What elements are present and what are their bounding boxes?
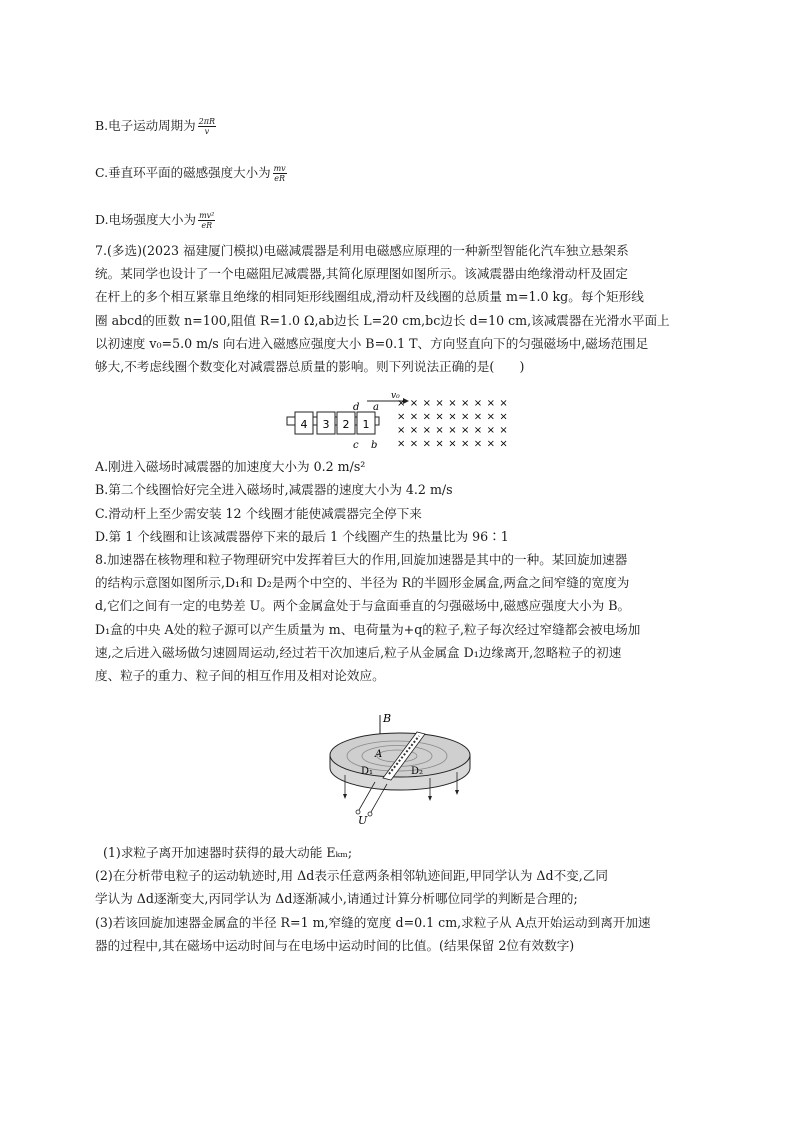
coil-3-label: 3 — [322, 418, 330, 431]
field-cross: × — [448, 398, 457, 409]
q7-line-3: 在杆上的多个相互紧靠且绝缘的相同矩形线圈组成,滑动杆及线圈的总质量 m=1.0 kg。每个矩形线 — [95, 289, 644, 304]
option-b — [95, 117, 216, 136]
field-cross: × — [397, 425, 406, 436]
field-arrowhead-2 — [428, 796, 432, 801]
option-c-fraction — [273, 164, 287, 183]
option-c-denominator: eR — [274, 174, 286, 183]
field-cross: × — [486, 425, 495, 436]
field-cross: × — [473, 425, 483, 436]
field-cross: × — [448, 411, 457, 423]
field-cross: × — [422, 425, 431, 436]
label-d: d — [353, 402, 360, 413]
label-D2: D₂ — [411, 766, 424, 777]
option-d-fraction — [198, 211, 215, 230]
option-b-text: B.电子运动周期为 — [95, 118, 196, 133]
coil-1 — [357, 412, 375, 434]
q8-line-2: 的结构示意图如图所示,D₁和 D₂是两个中空的、半径为 R的半圆形金属盒,两盒之间窄缝的宽度为 — [95, 575, 630, 590]
q7-line-1: 7.(多选)(2023 福建厦门模拟)电磁减震器是利用电磁感应原理的一种新型智能化汽车独立悬架系 — [95, 243, 629, 258]
field-cross: × — [409, 438, 419, 450]
q7-damper-figure — [285, 392, 515, 452]
field-arrowhead-1 — [343, 794, 347, 799]
field-cross: × — [409, 398, 419, 409]
field-cross: × — [461, 398, 470, 409]
coil-1-label: 1 — [362, 418, 370, 431]
field-cross: × — [448, 425, 457, 436]
label-U: U — [358, 814, 368, 825]
field-cross: × — [397, 411, 406, 423]
field-cross: × — [422, 398, 431, 409]
coil-4 — [295, 412, 313, 434]
field-cross: × — [435, 411, 444, 423]
label-A: A — [375, 749, 383, 760]
field-cross: × — [473, 438, 483, 450]
field-cross: × — [397, 398, 406, 409]
field-cross: × — [435, 425, 444, 436]
label-b: b — [371, 440, 378, 451]
field-cross: × — [422, 411, 431, 423]
field-cross: × — [422, 438, 431, 450]
field-cross: × — [461, 425, 470, 436]
field-cross: × — [499, 425, 508, 436]
q8-sub-3b: 器的过程中,其在磁场中运动时间与在电场中运动时间的比值。(结果保留 2位有效数字) — [95, 938, 575, 953]
coil-2 — [337, 412, 355, 434]
q7-option-c: C.滑动杆上至少需安装 12 个线圈才能使减震器完全停下来 — [95, 506, 422, 521]
field-cross: × — [461, 411, 470, 423]
field-cross: × — [473, 411, 483, 423]
option-d — [95, 211, 215, 230]
label-D1: D₁ — [361, 766, 374, 777]
q7-line-5: 以初速度 v₀=5.0 m/s 向右进入磁感应强度大小 B=0.1 T、方向竖直向下的匀强磁场中,磁场范围足 — [95, 336, 649, 351]
field-cross: × — [499, 438, 508, 450]
q8-line-1: 8.加速器在核物理和粒子物理研究中发挥着巨大的作用,回旋加速器是其中的一种。某回旋加速器 — [95, 552, 628, 567]
q7-line-6: 够大,不考虑线圈个数变化对减震器总质量的影响。则下列说法正确的是( ) — [95, 359, 525, 374]
field-cross: × — [461, 438, 470, 450]
coil-2-label: 2 — [342, 418, 350, 431]
label-c: c — [353, 440, 359, 451]
q8-line-4: D₁盒的中央 A处的粒子源可以产生质量为 m、电荷量为+q的粒子,粒子每次经过窄缝都会被电场加 — [95, 622, 641, 637]
q8-cyclotron-figure — [325, 710, 475, 825]
option-d-numerator: mv² — [199, 211, 215, 220]
option-c-numerator: mv — [273, 164, 286, 173]
q8-sub-2b: 学认为 Δd逐渐变大,丙同学认为 Δd逐渐减小,请通过计算分析哪位同学的判断是合理的; — [95, 891, 578, 906]
option-b-fraction — [198, 117, 216, 136]
q8-line-5: 速,之后进入磁场做匀速圆周运动,经过若干次加速后,粒子从金属盒 D₁边缘离开,忽略粒子的初速 — [95, 645, 622, 660]
label-v0: v₀ — [391, 392, 400, 401]
label-B: B — [383, 712, 392, 725]
q7-line-2: 统。某同学也设计了一个电磁阻尼减震器,其简化原理图如图所示。该减震器由绝缘滑动杆及固定 — [95, 266, 628, 281]
field-cross: × — [473, 398, 483, 409]
option-c-text: C.垂直环平面的磁感强度大小为 — [95, 165, 271, 180]
field-cross: × — [409, 411, 419, 423]
coil-3 — [317, 412, 335, 434]
option-c — [95, 164, 287, 183]
field-cross: × — [499, 398, 508, 409]
q8-sub-2a: (2)在分析带电粒子的运动轨迹时,用 Δd表示任意两条相邻轨迹间距,甲同学认为 Δd不变,乙同 — [95, 868, 608, 883]
field-cross: × — [435, 438, 444, 450]
q7-option-d: D.第 1 个线圈和让该减震器停下来的最后 1 个线圈产生的热量比为 96∶1 — [95, 529, 509, 544]
field-cross: × — [409, 425, 419, 436]
field-cross: × — [486, 398, 495, 409]
field-cross: × — [499, 411, 508, 423]
option-b-numerator: 2πR — [198, 117, 216, 126]
q7-option-b: B.第二个线圈恰好完全进入磁场时,减震器的速度大小为 4.2 m/s — [95, 482, 453, 497]
terminal-2 — [368, 812, 372, 816]
coil-4-label: 4 — [300, 418, 308, 431]
q8-sub-1: (1)求粒子离开加速器时获得的最大动能 Eₖₘ; — [103, 845, 353, 860]
option-d-denominator: eR — [201, 221, 213, 230]
field-arrowhead-3 — [455, 790, 459, 795]
q8-line-6: 度、粒子的重力、粒子间的相互作用及相对论效应。 — [95, 668, 385, 683]
field-cross: × — [486, 411, 495, 423]
option-b-denominator: v — [204, 127, 210, 136]
field-cross: × — [486, 438, 495, 450]
q7-line-4: 圈 abcd的匝数 n=100,阻值 R=1.0 Ω,ab边长 L=20 cm,bc边长 d=10 cm,该减震器在光滑水平面上 — [95, 313, 670, 328]
q8-sub-3a: (3)若该回旋加速器金属盒的半径 R=1 m,窄缝的宽度 d=0.1 cm,求粒子从 A点开始运动到离开加速 — [95, 915, 651, 930]
field-cross: × — [397, 438, 406, 450]
field-cross: × — [448, 438, 457, 450]
field-cross: × — [435, 398, 444, 409]
q8-line-3: d,它们之间有一定的电势差 U。两个金属盒处于与盒面垂直的匀强磁场中,磁感应强度大小为 B。 — [95, 598, 631, 613]
q7-option-a: A.刚进入磁场时减震器的加速度大小为 0.2 m/s² — [95, 459, 366, 474]
magnetic-field-region — [397, 398, 508, 450]
label-a: a — [373, 402, 379, 413]
option-d-text: D.电场强度大小为 — [95, 212, 197, 227]
